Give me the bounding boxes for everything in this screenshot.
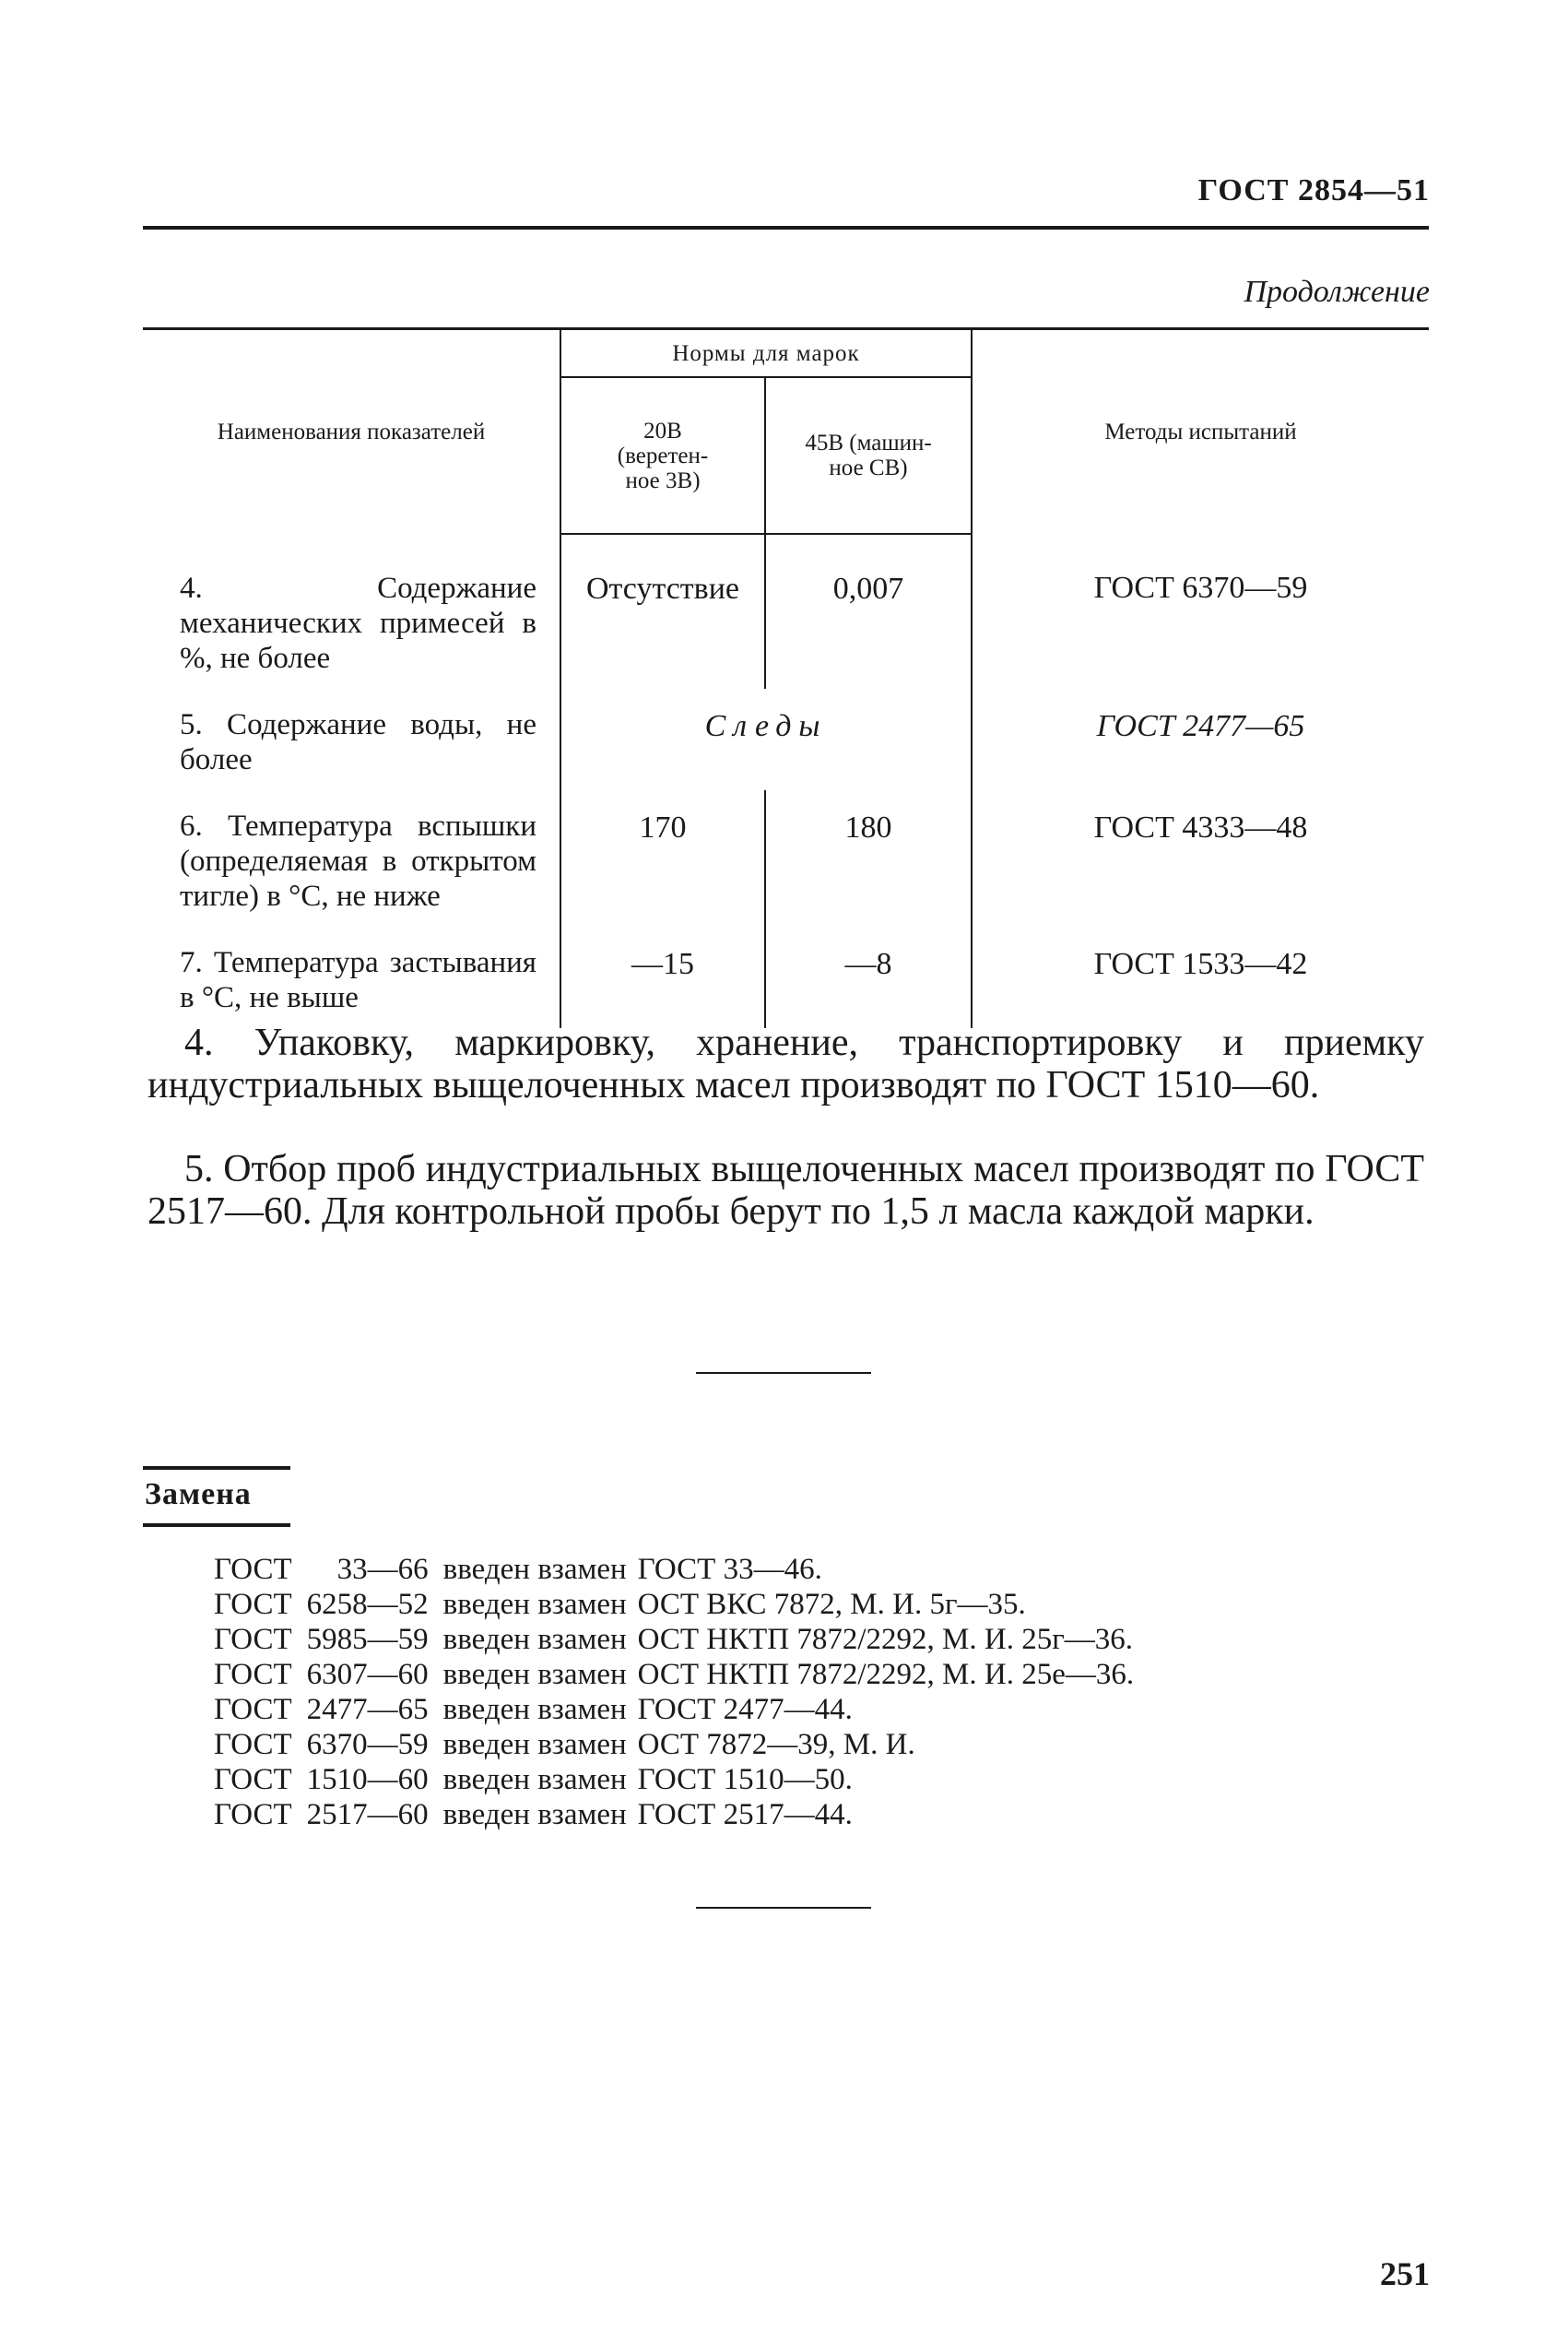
row-name (143, 689, 560, 790)
list-item (214, 1657, 1134, 1692)
table-row (143, 927, 1429, 1028)
item-target: ГОСТ 2517—44. (637, 1798, 853, 1831)
item-verb: введен взамен (442, 1658, 627, 1691)
row-value-20v: —15 (560, 927, 765, 1028)
list-item (214, 1727, 1134, 1762)
table-row (143, 534, 1429, 689)
continuation-label: Продолжение (1244, 275, 1430, 309)
item-number: 33—66 (336, 1553, 429, 1586)
section-divider (696, 1907, 871, 1909)
item-prefix: ГОСТ (214, 1658, 292, 1691)
column-header-grade-20v (560, 377, 765, 534)
item-number: 1510—60 (306, 1763, 429, 1796)
item-prefix: ГОСТ (214, 1588, 292, 1621)
item-verb: введен взамен (442, 1693, 627, 1726)
item-target: ГОСТ 33—46. (637, 1553, 822, 1586)
column-header-grade-45v (765, 377, 972, 534)
row-name: 4. Содержание механических примесей в %, не более (143, 534, 560, 689)
paragraph-5 (147, 1148, 1424, 1233)
item-number: 5985—59 (306, 1623, 429, 1656)
paragraph-4 (147, 1022, 1424, 1106)
item-target: ГОСТ 2477—44. (637, 1693, 853, 1726)
column-header-name-text: Наименования показателей (217, 420, 486, 444)
row-value-20v: Отсутствие (560, 534, 765, 689)
item-number: 6258—52 (306, 1588, 429, 1621)
row-name-text: 5. Содержание воды, не более (180, 708, 536, 776)
item-target: ОСТ НКТП 7872/2292, М. И. 25е—36. (637, 1658, 1135, 1691)
item-verb: введен взамен (442, 1553, 627, 1586)
row-method: ГОСТ 6370—59 (1093, 571, 1308, 605)
row-method: ГОСТ 4333—48 (1093, 811, 1308, 845)
spec-table (143, 327, 1429, 1028)
row-name: 6. Температура вспышки (определяемая в открытом тигле) в °С, не ниже (143, 790, 560, 927)
row-value-45v: —8 (765, 927, 972, 1028)
list-item (214, 1587, 1134, 1622)
item-prefix: ГОСТ (214, 1623, 292, 1656)
document-code: ГОСТ 2854—51 (1197, 173, 1430, 207)
row-value-45v: 0,007 (765, 534, 972, 689)
item-number: 6307—60 (306, 1658, 429, 1691)
item-target: ГОСТ 1510—50. (637, 1763, 853, 1796)
replacement-rule-top (143, 1466, 290, 1470)
item-prefix: ГОСТ (214, 1553, 292, 1586)
replacement-rule-bottom (143, 1523, 290, 1527)
item-verb: введен взамен (442, 1728, 627, 1761)
item-verb: введен взамен (442, 1588, 627, 1621)
item-prefix: ГОСТ (214, 1693, 292, 1726)
item-verb: введен взамен (442, 1798, 627, 1831)
item-prefix: ГОСТ (214, 1798, 292, 1831)
section-divider (696, 1372, 871, 1374)
paragraph-4-text: 4. Упаковку, маркировку, хранение, транспортировку и приемку индустриальных выщелоченных масел производят по ГОСТ 1510—60. (147, 1022, 1424, 1106)
row-value-20v: 170 (560, 790, 765, 927)
list-item (214, 1797, 1134, 1832)
item-number: 2477—65 (306, 1693, 429, 1726)
list-item (214, 1622, 1134, 1657)
row-value-45v: 180 (765, 790, 972, 927)
replacement-list (214, 1552, 1134, 1832)
item-verb: введен взамен (442, 1763, 627, 1796)
item-prefix: ГОСТ (214, 1728, 292, 1761)
replacement-title: Замена (145, 1477, 252, 1511)
header-rule (143, 226, 1429, 230)
item-target: ОСТ НКТП 7872/2292, М. И. 25г—36. (637, 1623, 1134, 1656)
page-number: 251 (1380, 2255, 1430, 2292)
column-header-norms-text: Нормы для марок (672, 340, 860, 366)
item-number: 2517—60 (306, 1798, 429, 1831)
row-name: 7. Температура застывания в °С, не выше (143, 927, 560, 1028)
merged-value-text: Следы (704, 709, 828, 743)
paragraph-5-text: 5. Отбор проб индустриальных выщелоченных масел производят по ГОСТ 2517—60. Для контрольной пробы берут по 1,5 л масла каждой марки. (147, 1148, 1424, 1233)
column-header-methods-text: Методы испытаний (1104, 420, 1297, 444)
item-number: 6370—59 (306, 1728, 429, 1761)
row-method: ГОСТ 2477—65 (1096, 709, 1305, 743)
row-value-merged (560, 689, 972, 790)
column-header-name (143, 329, 560, 535)
item-target: ОСТ 7872—39, М. И. (637, 1728, 915, 1761)
table-row (143, 790, 1429, 927)
list-item (214, 1552, 1134, 1587)
table-row (143, 689, 1429, 790)
item-verb: введен взамен (442, 1623, 627, 1656)
column-header-norms (560, 329, 972, 378)
list-item (214, 1762, 1134, 1797)
row-method: ГОСТ 1533—42 (1093, 947, 1308, 981)
column-header-methods (972, 329, 1429, 535)
grade-45v-label: 45В (машин- ное СВ) (805, 431, 932, 480)
list-item (214, 1692, 1134, 1727)
grade-20v-label: 20В (веретен- ное 3В) (617, 418, 709, 493)
item-prefix: ГОСТ (214, 1763, 292, 1796)
item-target: ОСТ ВКС 7872, М. И. 5г—35. (637, 1588, 1026, 1621)
